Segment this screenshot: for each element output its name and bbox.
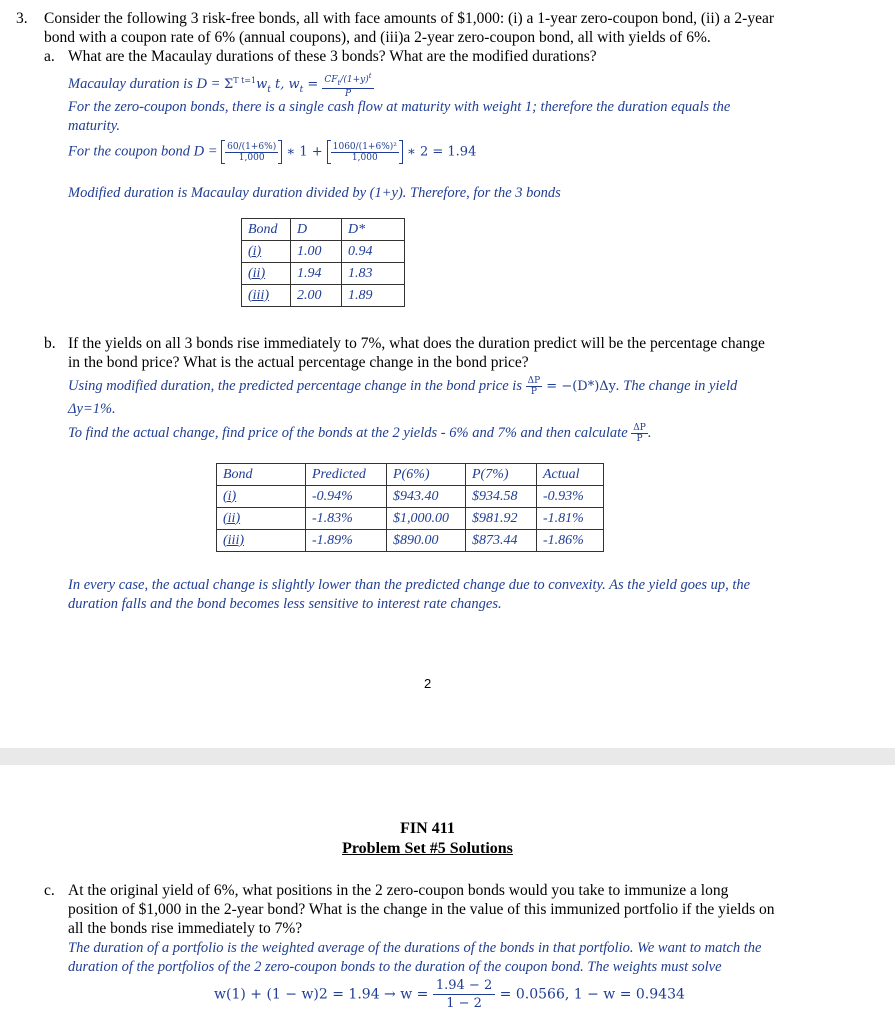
weight-subscript: t: [267, 85, 271, 96]
table-header-cell: P(6%): [387, 464, 466, 486]
predicted-change-suffix: . The change in yield: [616, 377, 738, 394]
document-title: Problem Set #5 Solutions: [342, 840, 513, 857]
page-2: [0, 765, 895, 1024]
table-cell: $934.58: [466, 486, 537, 508]
table-cell: $890.00: [387, 530, 466, 552]
weight-equation-prefix: w(1) + (1 − w)2 = 1.94 → w =: [214, 986, 433, 1003]
question-text-line1: Consider the following 3 risk-free bonds, all with face amounts of $1,000: (i) a 1-year zero-coupon bond, (ii) a 2-year: [44, 10, 774, 27]
table-cell: 0.94: [342, 241, 405, 263]
part-c-question-line2: position of $1,000 in the 2-year bond? What is the change in the value of this immunized portfolio if the yields on: [68, 901, 775, 918]
delta-p-fraction-2: $\frac{\Delta P}{P}$: [633, 423, 646, 444]
coupon-mid: ∗ 1 +: [282, 144, 327, 160]
predicted-change-text: [68, 376, 737, 397]
table-cell: (ii): [217, 508, 306, 530]
coupon-duration-formula: [68, 140, 476, 164]
part-c-question-line3: all the bonds rise immediately to 7%?: [68, 920, 303, 937]
table-row: [242, 285, 405, 307]
weight-symbol: w: [256, 77, 268, 93]
part-a-letter: a.: [44, 48, 55, 65]
actual-change-prefix: To find the actual change, find price of the bonds at the 2 yields - 6% and 7% and then calculate: [68, 424, 632, 441]
table-cell: $981.92: [466, 508, 537, 530]
table-header-row: [242, 219, 405, 241]
table-cell: -1.86%: [537, 530, 604, 552]
delta-p-fraction: $\frac{\Delta P}{P}$: [527, 376, 541, 397]
table-header-row: [217, 464, 604, 486]
table-cell: 1.89: [342, 285, 405, 307]
zero-coupon-text-line1: For the zero-coupon bonds, there is a single cash flow at maturity with weight 1; therefore the duration equals the: [68, 99, 731, 115]
weight-fraction: $\frac{1.94 - 2}{1 - 2}$: [433, 977, 495, 1012]
table-cell: 1.83: [342, 263, 405, 285]
table-row: [217, 530, 604, 552]
modified-duration-text: Modified duration is Macaulay duration divided by (1+y). Therefore, for the 3 bonds: [68, 185, 561, 201]
table-cell: 1.00: [291, 241, 342, 263]
table-header-cell: Predicted: [306, 464, 387, 486]
table-cell: 2.00: [291, 285, 342, 307]
table-header-cell: D*: [342, 219, 405, 241]
coupon-fraction-2: $\frac{\text{1060/(1+6\%)²}}{1,000}$: [332, 141, 397, 163]
table-header-cell: P(7%): [466, 464, 537, 486]
part-c-question-line1: At the original yield of 6%, what positions in the 2 zero-coupon bonds would you take to immunize a long: [68, 882, 729, 899]
part-c-answer-line1: The duration of a portfolio is the weighted average of the durations of the bonds in that portfolio. We want to match the: [68, 940, 762, 956]
yield-change-text: Δy=1%.: [68, 401, 116, 417]
conclusion-line1: In every case, the actual change is slightly lower than the predicted change due to convexity. As the yield goes up, the: [68, 577, 751, 593]
table-cell: (ii): [242, 263, 291, 285]
course-header: FIN 411: [400, 820, 455, 837]
table-cell: -0.94%: [306, 486, 387, 508]
table-cell: (iii): [242, 285, 291, 307]
coupon-label: For the coupon bond D =: [68, 143, 222, 160]
predicted-change-prefix: Using modified duration, the predicted percentage change in the bond price is: [68, 377, 526, 394]
table-cell: $1,000.00: [387, 508, 466, 530]
zero-coupon-text-line2: maturity.: [68, 118, 120, 134]
table-header-cell: Actual: [537, 464, 604, 486]
table-cell: 1.94: [291, 263, 342, 285]
macaulay-formula: Macaulay duration is $D = \Sigma^{T t=1}w_t$ t, $w_t$ = $\frac{CF_t/(1+y)^t}{P}$: [68, 72, 372, 99]
question-text-line2: bond with a coupon rate of 6% (annual coupons), and (iii)a 2-year zero-coupon bond, all with yields of 6%.: [44, 29, 711, 46]
conclusion-line2: duration falls and the bond becomes less sensitive to interest rate changes.: [68, 596, 502, 612]
table-cell: -1.83%: [306, 508, 387, 530]
table-cell: $943.40: [387, 486, 466, 508]
coupon-result: ∗ 2 = 1.94: [402, 144, 477, 160]
table-header-cell: Bond: [217, 464, 306, 486]
page-number: 2: [424, 676, 432, 691]
coupon-fraction-1: $\frac{60/(1+6\%)}{1,000}$: [227, 141, 277, 163]
part-b-letter: b.: [44, 335, 56, 352]
sum-symbol: Σ: [223, 77, 234, 93]
price-change-table: [216, 463, 604, 552]
table-cell: -1.81%: [537, 508, 604, 530]
page-gap: [0, 748, 895, 765]
part-c-answer-line2: duration of the portfolios of the 2 zero-coupon bonds to the duration of the coupon bond. The weights must solve: [68, 959, 722, 975]
duration-table: [241, 218, 405, 307]
table-cell: (i): [217, 486, 306, 508]
time-weight: t, w: [270, 77, 300, 93]
table-row: [242, 263, 405, 285]
table-cell: (iii): [217, 530, 306, 552]
table-cell: -1.89%: [306, 530, 387, 552]
part-b-question-line2: in the bond price? What is the actual percentage change in the bond price?: [68, 354, 529, 371]
table-header-cell: Bond: [242, 219, 291, 241]
weight-equation: [214, 977, 685, 1012]
modified-duration-formula: = −(D*)Δy: [542, 378, 617, 394]
table-row: [217, 508, 604, 530]
weight-fraction: $\frac{CF_t/(1+y)^t}{P}$: [324, 72, 372, 99]
table-row: [242, 241, 405, 263]
table-cell: $873.44: [466, 530, 537, 552]
sum-limits: T t=1: [233, 76, 257, 85]
part-a-question: What are the Macaulay durations of these 3 bonds? What are the modified durations?: [68, 48, 597, 65]
part-c-letter: c.: [44, 882, 55, 899]
table-cell: (i): [242, 241, 291, 263]
part-b-question-line1: If the yields on all 3 bonds rise immediately to 7%, what does the duration predict will be the percentage change: [68, 335, 765, 352]
equals-sign: =: [303, 77, 323, 93]
actual-change-text: To find the actual change, find price of the bonds at the 2 yields - 6% and 7% and then calculate $\frac{\Delta P}{P}$ .: [68, 423, 652, 444]
macaulay-label: Macaulay duration is D =: [68, 76, 224, 93]
question-number: 3.: [16, 10, 28, 27]
table-row: [217, 486, 604, 508]
table-cell: -0.93%: [537, 486, 604, 508]
weight-equation-result: = 0.0566, 1 − w = 0.9434: [495, 986, 685, 1003]
table-header-cell: D: [291, 219, 342, 241]
